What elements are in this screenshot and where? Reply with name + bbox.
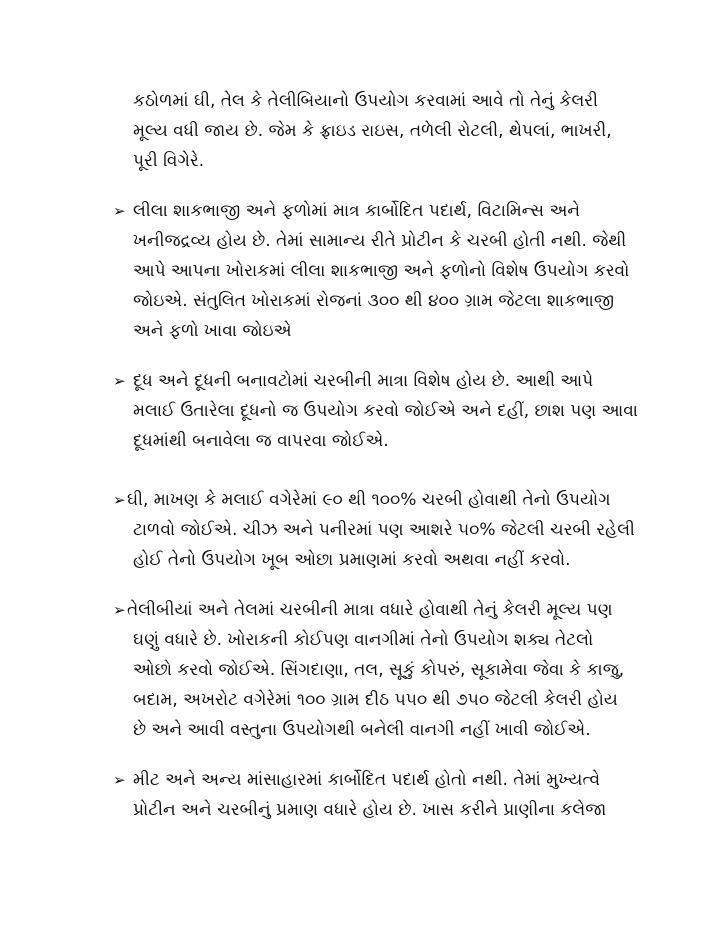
bullet-paragraph-milk <box>113 366 638 456</box>
arrow-bullet-icon: ➢ <box>113 771 126 789</box>
text-line: ઘી, માખણ કે મલાઈ વગેરેમાં ૯૦ થી ૧૦૦% ચરબી હોવાથી તેનો ઉપયોગ <box>127 490 611 510</box>
arrow-bullet-icon: ➢ <box>113 601 126 619</box>
text-line: આપે આપના ખોરાકમાં લીલા શાકભાજી અને ફળોનો વિશેષ ઉપયોગ કરવો <box>133 261 630 281</box>
text-line: હોઈ તેનો ઉપયોગ ખૂબ ઓછા પ્રમાણમાં કરવો અથવા નહીં કરવો. <box>133 550 571 570</box>
text-line: બદામ, અખરોટ વગેરેમાં ૧૦૦ ગ્રામ દીઠ ૫૫૦ થી ૭૫૦ જેટલી કેલરી હોય <box>133 690 618 710</box>
text-line: ખનીજદ્રવ્ય હોય છે. તેમાં સામાન્ય રીતે પ્રોટીન કે ચરબી હોતી નથી. જેથી <box>133 231 627 251</box>
text-line: તેલીબીયાં અને તેલમાં ચરબીની માત્રા વધારે હોવાથી તેનું કેલરી મૂલ્ય પણ <box>127 600 613 620</box>
text-line: જોઇએ. સંતુલિત ખોરાકમાં રોજનાં ૩૦૦ થી ૪૦૦ ગ્રામ જેટલા શાકભાજી <box>133 291 615 311</box>
bullet-paragraph-oilseeds <box>113 595 624 745</box>
bullet-paragraph-ghee <box>113 485 635 575</box>
bullet-paragraph-meat <box>113 765 606 825</box>
arrow-bullet-icon: ➢ <box>113 202 126 220</box>
bullet-paragraph-vegetables <box>113 196 629 346</box>
text-line: દૂધ અને દૂધની બનાવટોમાં ચરબીની માત્રા વિશેષ હોય છે. આથી આપે <box>133 371 594 391</box>
text-line: છે અને આવી વસ્તુના ઉપયોગથી બનેલી વાનગી નહીં ખાવી જોઈએ. <box>133 720 591 740</box>
text-line: દૂધમાંથી બનાવેલા જ વાપરવા જોઈએ. <box>133 431 389 451</box>
text-line: મલાઈ ઉતારેલા દૂધનો જ ઉપયોગ કરવો જોઈએ અને દહીં, છાશ પણ આવા <box>133 401 638 421</box>
text-line: ઘણું વધારે છે. ખોરાકની કોઈપણ વાનગીમાં તેનો ઉપયોગ શક્ય તેટલો <box>133 630 594 650</box>
text-line: અને ફળો ખાવા જોઇએ <box>133 321 292 341</box>
text-line: મીટ અને અન્ય માંસાહારમાં કાર્બોદિત પદાર્થ હોતો નથી. તેમાં મુખ્યત્વે <box>133 770 601 790</box>
text-line: કઠોળમાં ઘી, તેલ કે તેલીબિયાનો ઉપયોગ કરવામાં આવે તો તેનું કેલરી <box>133 91 598 111</box>
arrow-bullet-icon: ➢ <box>113 491 126 509</box>
paragraph-continuation <box>133 86 612 176</box>
text-line: પૂરી વિગેરે. <box>133 151 205 171</box>
text-line: લીલા શાકભાજી અને ફળોમાં માત્ર કાર્બોદિત પદાર્થ, વિટામિન્સ અને <box>133 201 581 221</box>
text-line: મૂલ્ય વધી જાય છે. જેમ કે ફ્રાઇડ રાઇસ, તળેલી રોટલી, થેપલાં, ભાખરી, <box>133 121 612 141</box>
text-line: પ્રોટીન અને ચરબીનું પ્રમાણ વધારે હોય છે. ખાસ કરીને પ્રાણીના કલેજા <box>133 800 607 820</box>
text-line: ટાળવો જોઈએ. ચીઝ અને પનીરમાં પણ આશરે ૫૦% જેટલી ચરબી રહેલી <box>133 520 635 540</box>
arrow-bullet-icon: ➢ <box>113 372 126 390</box>
text-line: ઓછો કરવો જોઈએ. સિંગદાણા, તલ, સૂકું કોપરું, સૂકામેવા જેવા કે કાજુ, <box>133 660 625 680</box>
